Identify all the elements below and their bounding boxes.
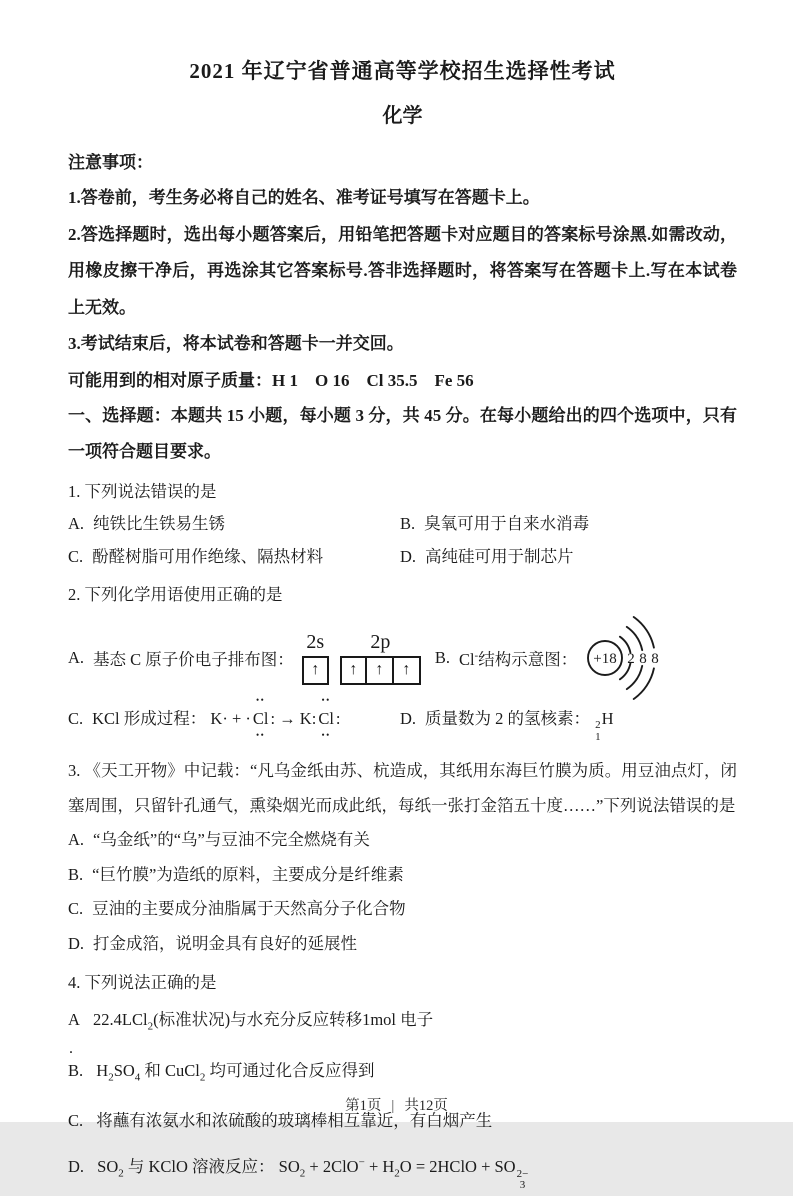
question-2-row-cd	[68, 694, 737, 744]
option-c	[68, 540, 400, 573]
question-4-stem: 4. 下列说法正确的是	[68, 973, 217, 993]
ion-symbol: Cl	[458, 649, 475, 669]
question-2	[68, 579, 737, 744]
option-label: A.	[68, 647, 85, 667]
stray-period: .	[69, 1040, 73, 1058]
option-text: 打金成箔，说明金具有良好的延展性	[93, 933, 358, 953]
option-a	[68, 507, 400, 540]
footer-separator: |	[391, 1098, 395, 1114]
option-a-formula: 22.4LCl$_2$(标准状况)与水充分反应转移1mol 电子	[93, 1010, 434, 1033]
option-a	[68, 823, 737, 858]
orbital-2p-boxes	[340, 656, 421, 685]
option-label	[68, 1010, 80, 1058]
option-d	[68, 927, 737, 962]
orbital-2p-group	[340, 631, 421, 685]
option-b	[68, 858, 737, 893]
question-4	[68, 967, 737, 1195]
option-label: D.	[68, 1157, 85, 1177]
option-label: B.	[400, 513, 416, 533]
orbital-box: ↑	[340, 656, 367, 685]
footer-total-pages: 共12页	[404, 1098, 448, 1114]
option-c	[68, 694, 400, 744]
notice-heading: 注意事项：	[68, 153, 153, 172]
atom-shell-diagram	[583, 612, 683, 704]
option-d	[400, 540, 737, 573]
option-label: C.	[68, 899, 84, 919]
option-label: B.	[68, 864, 84, 884]
notice-block	[68, 146, 737, 363]
question-2-stem: 2. 下列化学用语使用正确的是	[68, 584, 283, 604]
option-text: “巨竹膜”为造纸的原料，主要成分是纤维素	[92, 864, 404, 884]
atomic-masses-line: 可能用到的相对原子质量：H 1 O 16 Cl 35.5 Fe 56	[68, 370, 474, 390]
question-1-stem: 1. 下列说法错误的是	[68, 481, 217, 501]
option-label: A.	[68, 830, 85, 850]
question-3-stem: 3. 《天工开物》中记载：“凡乌金纸由苏、杭造成，其纸用东海巨竹膜为质。用豆油点灯，闭塞周围，只留针孔通气，熏染烟光而成此纸，每纸一张打金箔五十度……”下列说法错误的是	[68, 761, 737, 816]
orbital-box: ↑	[302, 656, 329, 685]
page-footer	[0, 1094, 793, 1115]
orbital-2s-label: 2s	[306, 630, 325, 653]
option-d-caption: 质量数为 2 的氢核素：	[425, 708, 591, 728]
question-2-row-ab	[68, 614, 737, 702]
notice-item-2: 2.答选择题时，选出每小题答案后，用铅笔把答题卡对应题目的答案标号涂黑.如需改动，用橡皮擦干净后，再选涂其它答案标号.答非选择题时，将答案写在答题卡上.写在本试卷上无效。	[68, 224, 737, 317]
orbital-2s-boxes	[302, 656, 329, 685]
option-label: B.	[68, 1060, 84, 1080]
question-1-options	[68, 507, 737, 573]
orbital-2s-group	[302, 631, 329, 685]
lewis-formula: K· + · •• Cl •• : → K: •• Cl •• :	[210, 694, 341, 740]
shell-2-count: 8	[639, 650, 647, 667]
shell-3-count: 8	[651, 650, 659, 667]
question-1	[68, 476, 737, 573]
option-text: 高纯硅可用于制芯片	[425, 546, 574, 566]
option-b-formula: $H_2SO_4$ 和 CuCl$_2$ 均可通过化合反应得到	[96, 1060, 375, 1083]
orbital-diagram	[302, 631, 421, 685]
orbital-2p-label: 2p	[370, 630, 391, 653]
shell-1-count: 2	[627, 650, 635, 667]
option-b-caption: 结构示意图：	[478, 649, 578, 669]
option-b-text	[459, 646, 577, 670]
page-content	[68, 56, 737, 1196]
option-a	[68, 998, 737, 1058]
option-label: C.	[68, 546, 84, 566]
option-label-letter: A	[68, 1010, 80, 1030]
subject-title: 化学	[382, 105, 423, 127]
option-label: A.	[68, 513, 85, 533]
option-text: 酚醛树脂可用作绝缘、隔热材料	[92, 546, 324, 566]
question-3	[68, 753, 737, 961]
orbital-box: ↑	[394, 656, 421, 685]
option-label: D.	[68, 933, 85, 953]
ion-charge: -	[474, 649, 479, 661]
option-d	[68, 1142, 737, 1196]
notice-item-3: 3.考试结束后，将本试卷和答题卡一并交回。	[68, 334, 404, 353]
section-heading: 一、选择题：本题共 15 小题，每小题 3 分，共 45 分。在每小题给出的四个选项中，只有一项符合题目要求。	[68, 405, 737, 461]
footer-page-number: 第1页	[345, 1098, 382, 1114]
orbital-box: ↑	[367, 656, 394, 685]
option-b	[68, 1049, 737, 1099]
option-label: B.	[434, 647, 450, 667]
option-a-text: 基态 C 原子价电子排布图：	[93, 649, 294, 669]
option-label: D.	[400, 546, 417, 566]
option-d-formula: $SO_2$ 与 KClO 溶液反应： $SO_2 + 2ClO^- + H_2O$ = 2HClO + SO 2− 3	[97, 1156, 529, 1192]
page-title: 2021 年辽宁省普通高等学校招生选择性考试	[189, 59, 616, 83]
option-label: C.	[68, 708, 84, 728]
notice-item-1: 1.答卷前，考生务必将自己的姓名、准考证号填写在答题卡上。	[68, 188, 540, 207]
option-b	[400, 507, 737, 540]
option-text: 将蘸有浓氨水和浓硫酸的玻璃棒相互靠近，有白烟产生	[96, 1110, 493, 1130]
option-text: 纯铁比生铁易生锈	[93, 513, 226, 533]
isotope-notation: 2 1 H	[595, 708, 614, 743]
option-text: 豆油的主要成分油脂属于天然高分子化合物	[92, 899, 406, 919]
option-c-caption: KCl 形成过程：	[92, 708, 207, 728]
question-3-options	[68, 823, 737, 961]
nucleus-charge: +18	[593, 650, 617, 667]
option-text: 臭氧可用于自来水消毒	[424, 513, 590, 533]
option-text: “乌金纸”的“乌”与豆油不完全燃烧有关	[93, 830, 370, 850]
option-label: C.	[68, 1110, 84, 1130]
option-label: D.	[400, 708, 417, 728]
option-c	[68, 892, 737, 927]
option-d	[400, 702, 737, 744]
